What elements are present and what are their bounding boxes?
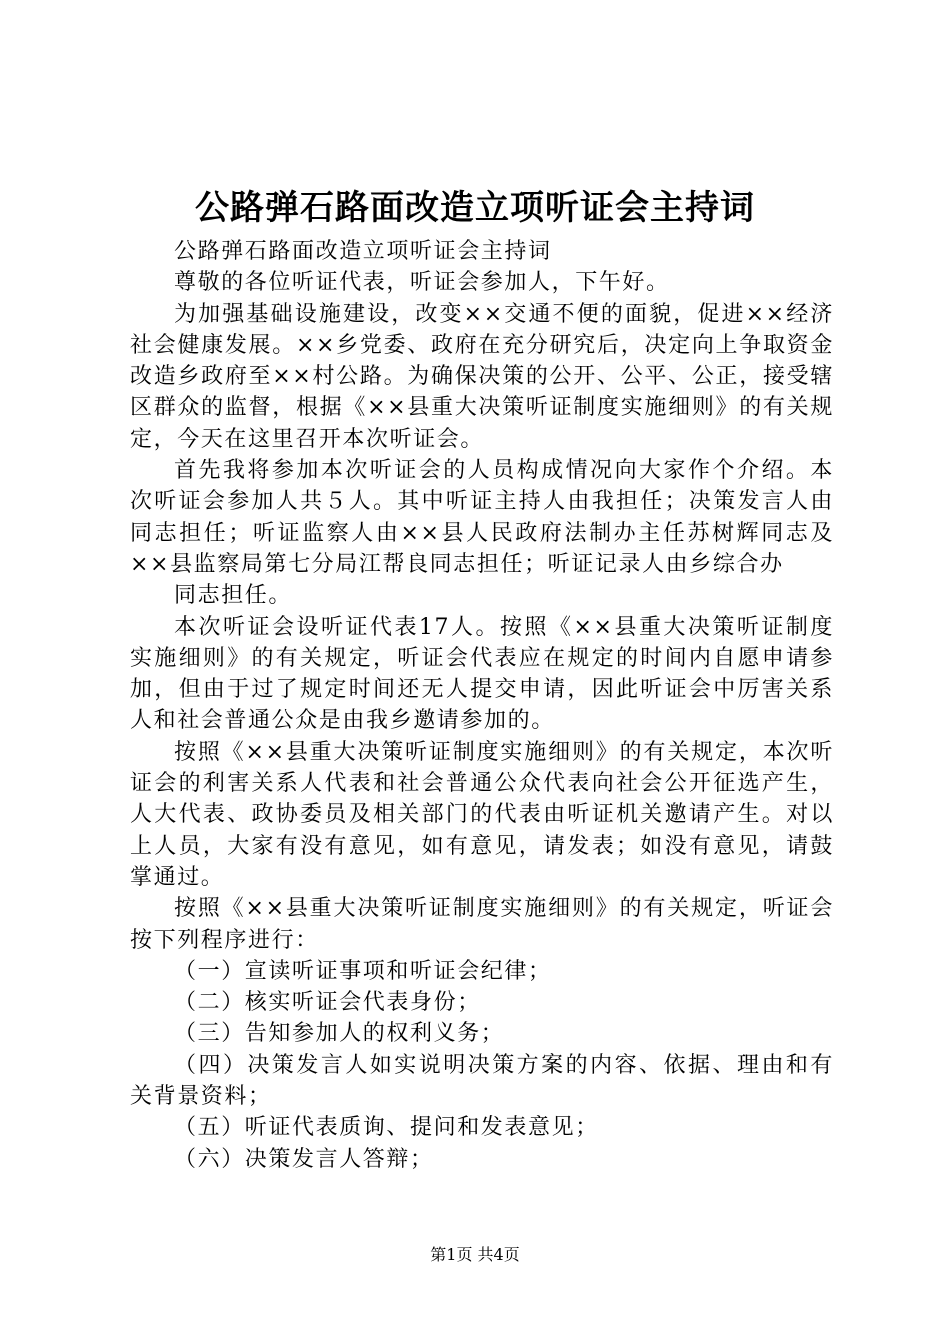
list-item: （四）决策发言人如实说明决策方案的内容、依据、理由和有关背景资料； xyxy=(130,1052,834,1110)
list-item: （六）决策发言人答辩； xyxy=(174,1146,434,1172)
paragraph: 按照《××县重大决策听证制度实施细则》的有关规定，本次听证会的利害关系人代表和社会普通公众代表向社会公开征选产生，人大代表、政协委员及相关部门的代表由听证机关邀请产生。对以上人员，大家有没有意见，如有意见，请发表；如没有意见，请鼓掌通过。 xyxy=(130,739,834,890)
list-item: （一）宣读听证事项和听证会纪律； xyxy=(174,958,552,984)
paragraph: 按照《××县重大决策听证制度实施细则》的有关规定，听证会按下列程序进行： xyxy=(130,896,834,953)
paragraph: 本次听证会设听证代表17人。按照《××县重大决策听证制度实施细则》的有关规定，听证会代表应在规定的时间内自愿申请参加，但由于过了规定时间还无人提交申请，因此听证会中厉害关系人和社会普通公众是由我乡邀请参加的。 xyxy=(130,614,834,734)
paragraph: 首先我将参加本次听证会的人员构成情况向大家作个介绍。本次听证会参加人共５人。其中听证主持人由我担任；决策发言人由同志担任；听证监察人由××县人民政府法制办主任苏树辉同志及××县监察局第七分局江帮良同志担任；听证记录人由乡综合办 xyxy=(130,458,834,577)
list-item: （二）核实听证会代表身份； xyxy=(174,990,481,1016)
list-item: （五）听证代表质询、提问和发表意见； xyxy=(174,1115,599,1141)
paragraph: 为加强基础设施建设，改变××交通不便的面貌，促进××经济社会健康发展。××乡党委、政府在充分研究后，决定向上争取资金改造乡政府至××村公路。为确保决策的公开、公平、公正，接受辖区群众的监督，根据《××县重大决策听证制度实施细则》的有关规定，今天在这里召开本次听证会。 xyxy=(130,301,834,452)
paragraph: 公路弹石路面改造立项听证会主持词 xyxy=(174,239,552,264)
paragraph: 同志担任。 xyxy=(174,583,293,609)
page-number: 第1页 共4页 xyxy=(430,1245,520,1264)
document-body xyxy=(130,236,834,1175)
document-title: 公路弹石路面改造立项听证会主持词 xyxy=(195,188,755,228)
list-item: （三）告知参加人的权利义务； xyxy=(174,1021,505,1047)
paragraph: 尊敬的各位听证代表，听证会参加人，下午好。 xyxy=(174,270,670,296)
